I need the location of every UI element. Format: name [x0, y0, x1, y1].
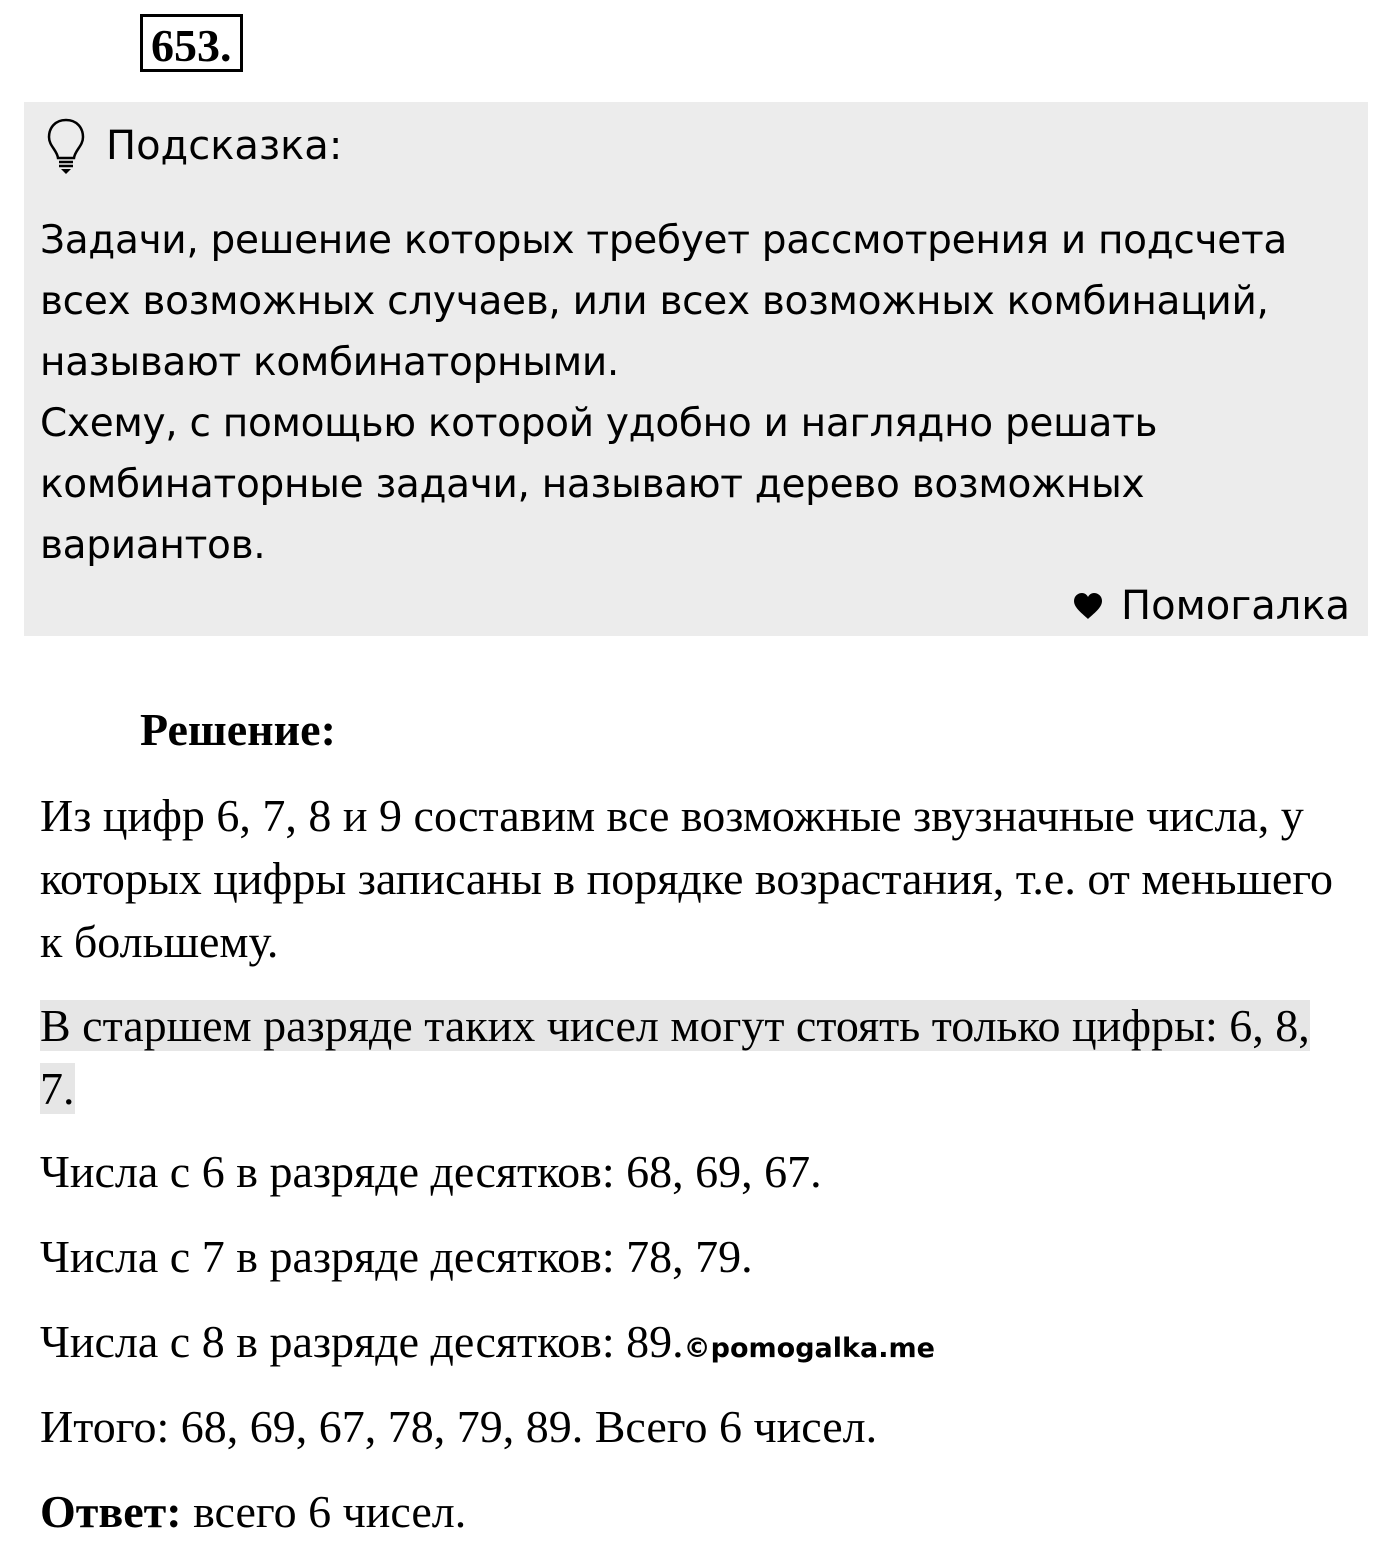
- watermark: ©pomogalka.me: [683, 1333, 935, 1364]
- answer-text: всего 6 чисел.: [181, 1486, 467, 1537]
- hint-title: Подсказка:: [106, 123, 343, 169]
- hint-header: [46, 116, 342, 176]
- solution-line: [40, 1312, 935, 1379]
- hint-paragraph: Схему, с помощью которой удобно и наглядно решать комбинаторные задачи, называют дерево возможных вариантов.: [40, 401, 1158, 568]
- brand-label: [1073, 578, 1350, 634]
- answer-line: [40, 1482, 466, 1542]
- solution-line-text: Числа с 8 в разряде десятков: 89.: [40, 1316, 684, 1367]
- highlight-block: [40, 994, 1352, 1120]
- solution-line: Числа с 7 в разряде десятков: 78, 79.: [40, 1231, 753, 1282]
- lightbulb-icon: [46, 116, 86, 176]
- heart-icon: [1073, 592, 1103, 620]
- solution-total: Итого: 68, 69, 67, 78, 79, 89. Всего 6 чисел.: [40, 1401, 878, 1452]
- solution-title: Решение:: [140, 704, 336, 755]
- solution-intro: Из цифр 6, 7, 8 и 9 составим все возможные звузначные числа, у которых цифры записаны в порядке возрастания, т.е. от меньшего к большему.: [40, 790, 1334, 967]
- hint-paragraph: Задачи, решение которых требует рассмотрения и подсчета всех возможных случаев, или всех возможных комбинаций, называют комбинаторными.: [40, 218, 1288, 385]
- hint-text: [40, 210, 1340, 576]
- brand-name: Помогалка: [1121, 583, 1350, 629]
- task-number: 653.: [140, 14, 243, 72]
- solution-line: Числа с 6 в разряде десятков: 68, 69, 67.: [40, 1146, 822, 1197]
- hint-box: [24, 102, 1368, 636]
- highlighted-text: В старшем разряде таких чисел могут стоять только цифры: 6, 8, 7.: [40, 1000, 1310, 1114]
- answer-label: Ответ:: [40, 1486, 182, 1537]
